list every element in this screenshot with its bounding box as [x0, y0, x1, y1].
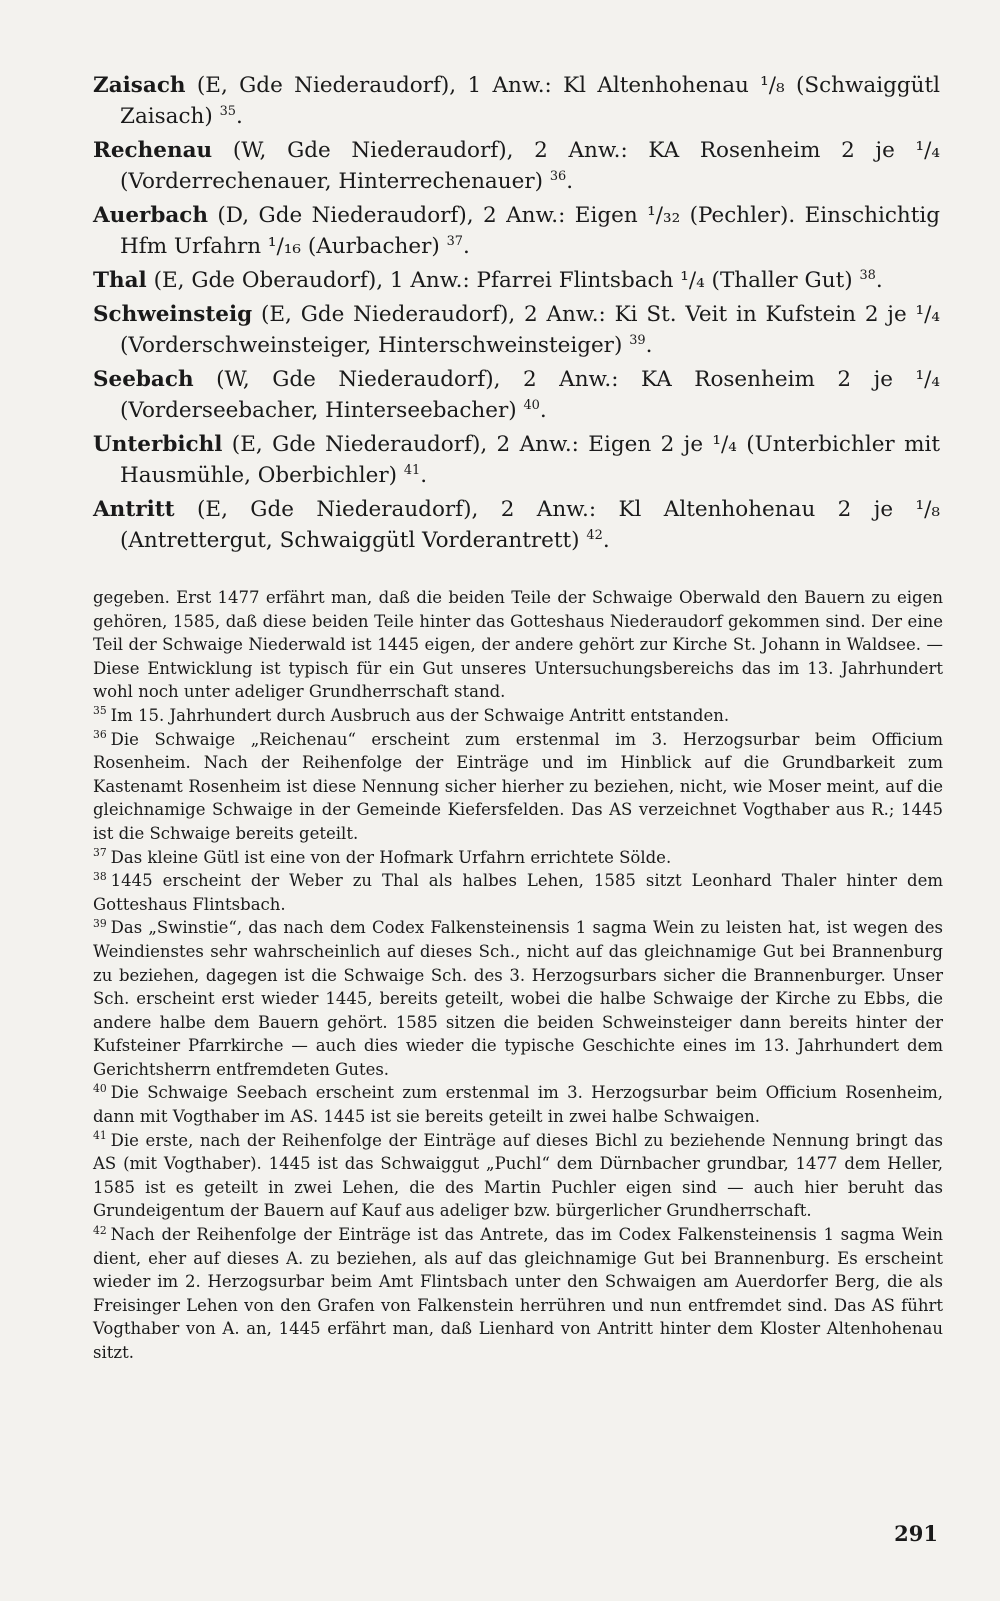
- footnote-number: 37: [93, 846, 107, 860]
- footnote: [93, 916, 943, 1081]
- footnote-text: Nach der Reihenfolge der Einträge ist das Antrete, das im Codex Falkensteinensis 1 sagma Wein dient, eher auf dieses A. zu beziehen, als auf das gleichnamige Gut bei Brannenburg. Es erscheint wieder im 2. Herzogsurbar beim Amt Flintsbach unter den Schwaigen am Auerdorfer Berg, die als Freisinger Lehen von den Grafen von Falkenstein herrühren und nun entfremdet sind. Das AS führt Vogthaber von A. an, 1445 erfährt man, daß Lienhard von Antritt hinter dem Kloster Altenhohenau sitzt.: [93, 1225, 943, 1362]
- place-name: Antritt: [93, 497, 175, 522]
- footnote-ref: 35: [219, 103, 237, 119]
- place-name: Schweinsteig: [93, 302, 253, 327]
- place-entry: Rechenau (W, Gde Niederaudorf), 2 Anw.: KA Rosenheim 2 je ¹/₄ (Vorderrechenauer, Hinterrechenauer) $^{36}$.: [93, 138, 940, 194]
- place-entry: Unterbichl (E, Gde Niederaudorf), 2 Anw.: Eigen 2 je ¹/₄ (Unterbichler mit Hausmühle, Oberbichler) $^{41}$.: [93, 432, 940, 488]
- place-name: Thal: [93, 268, 147, 293]
- place-details: (E, Gde Niederaudorf), 1 Anw.: Kl Altenhohenau ¹/₈ (Schwaiggütl Zaisach): [120, 73, 940, 129]
- footnotes: [93, 586, 943, 1365]
- footnote-ref: 39: [629, 332, 646, 348]
- footnote: [93, 1223, 943, 1365]
- footnote: [93, 1081, 943, 1128]
- footnote-ref: 37: [446, 233, 463, 249]
- footnote-text: Die Schwaige Seebach erscheint zum erstenmal im 3. Herzogsurbar beim Officium Rosenheim, dann mit Vogthaber im AS. 1445 ist sie bereits geteilt in zwei halbe Schwaigen.: [93, 1083, 943, 1127]
- place-name: Zaisach: [93, 73, 186, 98]
- footnote-number: 42: [93, 1223, 107, 1237]
- place-details: (E, Gde Niederaudorf), 2 Anw.: Ki St. Veit in Kufstein 2 je ¹/₄ (Vorderschweinsteiger, Hinterschweinsteiger): [120, 302, 940, 358]
- footnote-number: 35: [93, 704, 107, 718]
- footnote-text: Das „Swinstie“, das nach dem Codex Falkensteinensis 1 sagma Wein zu leisten hat, ist wegen des Weindienstes sehr wahrscheinlich auf dieses Sch., nicht auf das gleichnamige Gut bei Brannenburg zu beziehen, dagegen ist die Schwaige Sch. des 3. Herzogsurbars sicher die Brannenburger. Unser Sch. erscheint erst wieder 1445, bereits geteilt, wobei die halbe Schwaige der Kirche zu Ebbs, die andere halbe dem Bauern gehört. 1585 sitzen die beiden Schweinsteiger dann bereits hinter der Kufsteiner Pfarrkirche — auch dies wieder die typische Geschichte eines im 13. Jahrhundert dem Gerichtsherrn entfremdeten Gutes.: [93, 918, 943, 1079]
- place-name: Seebach: [93, 367, 194, 392]
- footnote-number: 40: [93, 1081, 107, 1095]
- footnote-text: Die erste, nach der Reihenfolge der Einträge auf dieses Bichl zu beziehende Nennung bringt das AS (mit Vogthaber). 1445 ist das Schwaiggut „Puchl“ dem Dürnbacher grundbar, 1477 dem Heller, 1585 ist es geteilt in zwei Lehen, die des Martin Puchler eigen sind — auch hier beruht das Grundeigentum der Bauern auf Kauf aus adeliger bzw. bürgerlicher Grundherrschaft.: [93, 1130, 943, 1221]
- place-details: (W, Gde Niederaudorf), 2 Anw.: KA Rosenheim 2 je ¹/₄ (Vorderrechenauer, Hinterrechenauer): [120, 138, 940, 194]
- place-details: (D, Gde Niederaudorf), 2 Anw.: Eigen ¹/₃₂ (Pechler). Einschichtig Hfm Urfahrn ¹/₁₆ (Aurbacher): [120, 203, 940, 259]
- footnote-text: gegeben. Erst 1477 erfährt man, daß die beiden Teile der Schwaige Oberwald den Bauern zu eigen gehören, 1585, daß diese beiden Teile hinter das Gotteshaus Niederaudorf gekommen sind. Der eine Teil der Schwaige Niederwald ist 1445 eigen, der andere gehört zur Kirche St. Johann in Waldsee. — Diese Entwicklung ist typisch für ein Gut unseres Untersuchungsbereichs das im 13. Jahrhundert wohl noch unter adeliger Grundherrschaft stand.: [93, 588, 943, 702]
- footnote-ref: 40: [523, 397, 540, 413]
- place-entries: [93, 70, 940, 556]
- footnote-text: 1445 erscheint der Weber zu Thal als halbes Lehen, 1585 sitzt Leonhard Thaler hinter dem Gotteshaus Flintsbach.: [93, 871, 943, 914]
- footnote: [93, 1129, 943, 1223]
- footnote-ref: 36: [549, 168, 567, 184]
- footnote-ref: 41: [403, 462, 421, 478]
- place-details: (W, Gde Niederaudorf), 2 Anw.: KA Rosenheim 2 je ¹/₄ (Vorderseebacher, Hinterseebacher): [120, 367, 940, 423]
- footnote: [93, 846, 943, 870]
- place-entry: Antritt (E, Gde Niederaudorf), 2 Anw.: Kl Altenhohenau 2 je ¹/₈ (Antrettergut, Schwaiggütl Vorderantrett) $^{42}$.: [93, 497, 940, 553]
- place-entry: Zaisach (E, Gde Niederaudorf), 1 Anw.: Kl Altenhohenau ¹/₈ (Schwaiggütl Zaisach) $^{35}$.: [93, 73, 940, 129]
- footnote-continuation: [93, 586, 943, 704]
- place-details: (E, Gde Niederaudorf), 2 Anw.: Kl Altenhohenau 2 je ¹/₈ (Antrettergut, Schwaiggütl Vorderantrett): [120, 497, 940, 553]
- footnote: [93, 704, 943, 728]
- page-number: 291: [894, 1521, 938, 1546]
- footnote: [93, 869, 943, 916]
- place-entry: Seebach (W, Gde Niederaudorf), 2 Anw.: KA Rosenheim 2 je ¹/₄ (Vorderseebacher, Hinterseebacher) $^{40}$.: [93, 367, 940, 423]
- place-details: (E, Gde Niederaudorf), 2 Anw.: Eigen 2 je ¹/₄ (Unterbichler mit Hausmühle, Oberbichler): [120, 432, 940, 488]
- footnote-text: Die Schwaige „Reichenau“ erscheint zum erstenmal im 3. Herzogsurbar beim Officium Rosenheim. Nach der Reihenfolge der Einträge und im Hinblick auf die Grundbarkeit zum Kastenamt Rosenheim ist diese Nennung sicher hierher zu beziehen, nicht, wie Moser meint, auf die gleichnamige Schwaige in der Gemeinde Kiefersfelden. Das AS verzeichnet Vogthaber aus R.; 1445 ist die Schwaige bereits geteilt.: [93, 729, 943, 843]
- footnote-ref: 42: [586, 527, 603, 543]
- footnote-number: 38: [93, 869, 107, 883]
- place-name: Unterbichl: [93, 432, 223, 457]
- footnote-text: Im 15. Jahrhundert durch Ausbruch aus der Schwaige Antritt entstanden.: [110, 705, 730, 725]
- place-entry: Thal (E, Gde Oberaudorf), 1 Anw.: Pfarrei Flintsbach ¹/₄ (Thaller Gut) $^{38}$.: [93, 267, 883, 293]
- footnote-number: 39: [93, 916, 107, 930]
- footnote-number: 41: [93, 1129, 107, 1143]
- footnote: [93, 728, 943, 846]
- place-name: Auerbach: [93, 203, 209, 228]
- place-entry: Auerbach (D, Gde Niederaudorf), 2 Anw.: Eigen ¹/₃₂ (Pechler). Einschichtig Hfm Urfahrn ¹/₁₆ (Aurbacher) $^{37}$.: [93, 203, 940, 259]
- place-details: (E, Gde Oberaudorf), 1 Anw.: Pfarrei Flintsbach ¹/₄ (Thaller Gut): [146, 268, 853, 293]
- footnote-text: Das kleine Gütl ist eine von der Hofmark Urfahrn errichtete Sölde.: [110, 847, 672, 867]
- footnote-number: 36: [93, 728, 107, 742]
- place-entry: Schweinsteig (E, Gde Niederaudorf), 2 Anw.: Ki St. Veit in Kufstein 2 je ¹/₄ (Vorderschweinsteiger, Hinterschweinsteiger) $^{39}$.: [93, 302, 940, 358]
- place-name: Rechenau: [93, 138, 213, 163]
- footnote-ref: 38: [859, 267, 876, 283]
